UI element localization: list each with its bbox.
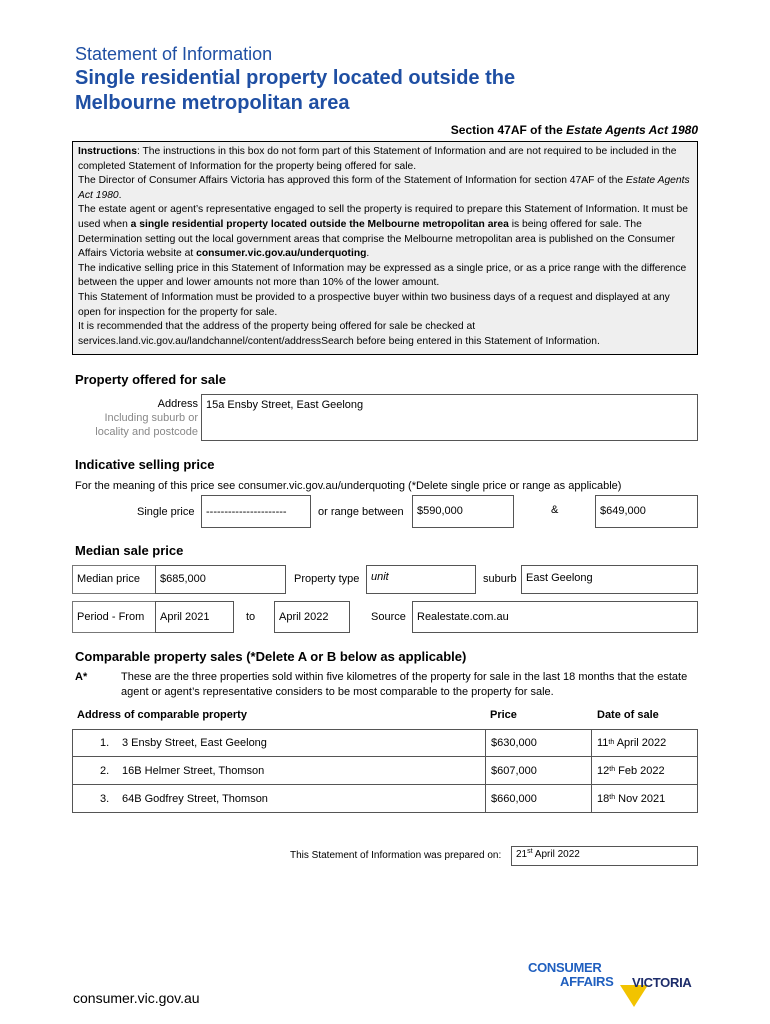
form-title-line2: Melbourne metropolitan area — [75, 92, 350, 114]
address-label-line1: Address — [157, 398, 198, 410]
table-row — [72, 785, 698, 813]
median-price-label: Median price — [77, 573, 140, 585]
suburb-label: suburb — [483, 573, 517, 585]
row-number: 1. — [100, 737, 110, 749]
instructions-p2-act: Estate Agents Act 1980 — [78, 175, 690, 201]
instructions-p3-text-a: The estate agent or agent’s representative engaged to sell the property is required to prepare this Statement of Information. It must be used when — [78, 204, 688, 230]
instructions-box — [72, 141, 698, 355]
row-address[interactable]: 3 Ensby Street, East Geelong — [122, 737, 267, 749]
address-label-line2: Including suburb or — [104, 412, 198, 424]
row-number: 3. — [100, 792, 110, 805]
instructions-p5: This Statement of Information must be provided to a prospective buyer within two business days of a request and displayed at any open for inspection for the property for sale. — [78, 291, 670, 318]
period-to-field[interactable]: April 2022 — [274, 601, 350, 633]
property-type-field[interactable]: unit — [366, 565, 476, 594]
source-field[interactable]: Realestate.com.au — [412, 601, 698, 633]
row-date-rest: April 2022 — [614, 737, 667, 749]
prepared-on-date-field[interactable] — [511, 846, 698, 866]
option-a-marker: A* — [75, 671, 88, 683]
row-price[interactable]: $630,000 — [485, 730, 591, 756]
range-high-field[interactable]: $649,000 — [595, 495, 698, 528]
row-address[interactable]: 16B Helmer Street, Thomson — [122, 764, 265, 777]
row-date-rest: Feb 2022 — [615, 764, 665, 777]
instructions-p3-end: . — [366, 248, 370, 260]
section-reference — [451, 123, 698, 137]
address-field[interactable]: 15a Ensby Street, East Geelong — [201, 394, 698, 441]
instructions-label: Instructions — [78, 146, 137, 157]
comparable-section-title: Comparable property sales (*Delete A or B below as applicable) — [75, 649, 467, 664]
col-header-price: Price — [490, 709, 517, 721]
row-price[interactable]: $607,000 — [485, 757, 591, 784]
section-reference-prefix: Section 47AF of the — [450, 123, 567, 137]
prepared-day: 21 — [516, 849, 528, 860]
prepared-rest: April 2022 — [532, 849, 580, 860]
row-price[interactable]: $660,000 — [485, 785, 591, 812]
period-from-label: Period - From — [77, 611, 145, 623]
underquoting-link[interactable]: consumer.vic.gov.au/underquoting — [196, 248, 367, 260]
row-date[interactable] — [591, 757, 665, 784]
period-to-label: to — [246, 611, 256, 623]
instructions-p4: The indicative selling price in this Statement of Information may be expressed as a single price, or as a price range with the difference between the upper and lower amounts not more than 10% of the lower amount. — [78, 262, 687, 289]
single-price-field[interactable]: ---------------------- — [201, 495, 311, 528]
single-price-label: Single price — [137, 506, 195, 518]
logo-line2: AFFAIRS — [560, 974, 614, 989]
instructions-p1 — [78, 145, 692, 174]
row-date-day: 12 — [597, 764, 610, 777]
comparable-description: These are the three properties sold within five kilometres of the property for sale in the last 18 months that the estate agent or agent’s representative considers to be most comparable to the property for sale. — [121, 671, 688, 698]
range-label: or range between — [318, 506, 404, 518]
row-date-day: 18 — [597, 792, 610, 805]
col-header-date: Date of sale — [597, 709, 659, 721]
indicative-note: For the meaning of this price see consumer.vic.gov.au/underquoting (*Delete single price or range as applicable) — [75, 480, 622, 492]
range-low-field[interactable]: $590,000 — [412, 495, 514, 528]
row-date-suffix: th — [608, 738, 615, 746]
row-date[interactable] — [591, 730, 666, 756]
prepared-suffix: st — [527, 848, 533, 855]
indicative-section-title: Indicative selling price — [75, 457, 215, 472]
section-reference-act: Estate Agents Act 1980 — [566, 123, 698, 137]
median-price-field[interactable]: $685,000 — [155, 565, 286, 594]
range-ampersand: & — [551, 504, 559, 516]
row-date-day: 11 — [597, 737, 609, 749]
property-type-label: Property type — [294, 573, 360, 585]
consumer-affairs-victoria-logo — [528, 959, 703, 1007]
property-section-title: Property offered for sale — [75, 372, 226, 387]
source-label: Source — [371, 611, 406, 623]
instructions-p6: It is recommended that the address of the property being offered for sale be checked at services.land.vic.gov.au/landchannel/content/addressSearch before being entered in this Statement of Information. — [78, 321, 600, 347]
form-title — [75, 66, 675, 116]
instructions-p2 — [78, 174, 692, 203]
table-row — [72, 757, 698, 785]
footer-url[interactable]: consumer.vic.gov.au — [73, 990, 200, 1006]
instructions-p3-bold: a single residential property located outside the Melbourne metropolitan area — [130, 218, 509, 230]
row-date[interactable] — [591, 785, 665, 812]
instructions-p2-text: The Director of Consumer Affairs Victoria has approved this form of the Statement of Information for section 47AF of the — [78, 175, 626, 187]
instructions-p3 — [78, 203, 692, 261]
col-header-address: Address of comparable property — [77, 709, 247, 721]
instructions-p1-text: : The instructions in this box do not form part of this Statement of Information and are not required to be included in the completed Statement of Information for the property being offered for sale. — [78, 146, 677, 172]
instructions-p3-text-b: is being offered for sale. The Determination setting out the local government areas that comprise the Melbourne metropolitan area is published on the Consumer Affairs Victoria website at — [78, 218, 675, 260]
address-label-line3: locality and postcode — [95, 426, 198, 438]
instructions-p2-end: . — [118, 189, 122, 201]
row-address[interactable]: 64B Godfrey Street, Thomson — [122, 792, 268, 805]
form-title-line1: Single residential property located outside the — [75, 67, 516, 89]
period-from-field[interactable]: April 2021 — [155, 601, 234, 633]
address-label — [80, 397, 198, 439]
table-row — [72, 729, 698, 757]
logo-line3: VICTORIA — [632, 975, 692, 990]
prepared-on-label: This Statement of Information was prepared on: — [290, 850, 502, 861]
logo-line1: CONSUMER — [528, 960, 602, 975]
row-date-suffix: th — [609, 794, 616, 801]
suburb-field[interactable]: East Geelong — [521, 565, 698, 594]
row-number: 2. — [100, 764, 110, 777]
form-subtitle: Statement of Information — [75, 44, 273, 64]
median-section-title: Median sale price — [75, 543, 184, 558]
row-date-rest: Nov 2021 — [615, 792, 666, 805]
row-date-suffix: th — [609, 766, 616, 773]
